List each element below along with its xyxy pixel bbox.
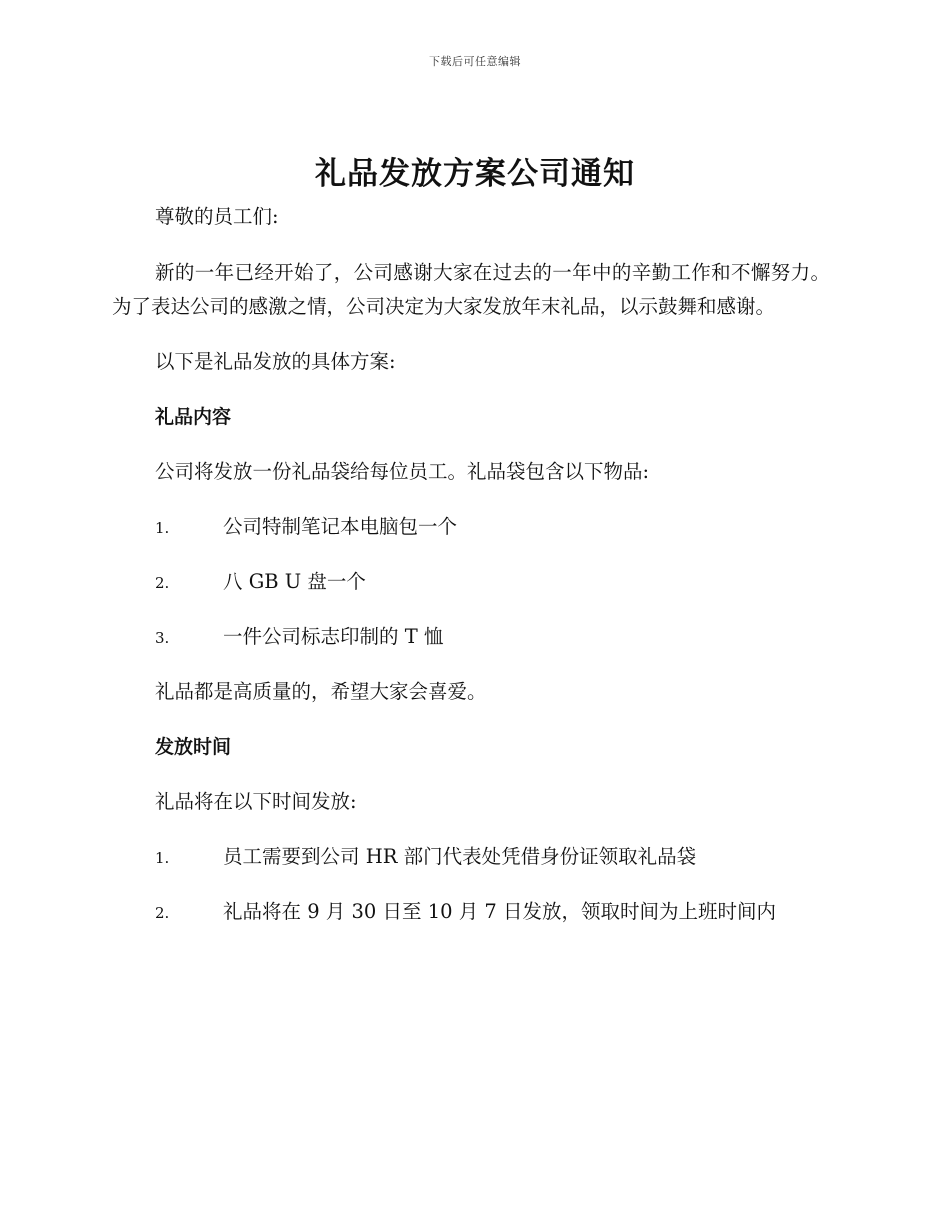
list-item: [112, 620, 830, 654]
section-heading-gift: 礼品内容: [155, 406, 232, 428]
list-number: 2.: [155, 574, 170, 592]
list-number: 1.: [155, 519, 170, 537]
plan-lead: 以下是礼品发放的具体方案:: [155, 350, 396, 373]
list-text: 公司特制笔记本电脑包一个: [223, 515, 458, 538]
list-item: [112, 840, 830, 874]
list-item: [112, 510, 830, 544]
greeting: 尊敬的员工们:: [155, 205, 279, 228]
document-body: [112, 200, 830, 950]
list-item: [112, 895, 830, 929]
list-text: 八 GB U 盘一个: [223, 570, 366, 593]
header-note: 下载后可任意编辑: [429, 55, 521, 68]
list-number: 2.: [155, 904, 170, 922]
list-text: 一件公司标志印制的 T 恤: [223, 625, 444, 648]
page-title: 礼品发放方案公司通知: [315, 156, 635, 192]
list-item: [112, 565, 830, 599]
list-number: 1.: [155, 849, 170, 867]
intro-paragraph: 新的一年已经开始了，公司感谢大家在过去的一年中的辛勤工作和不懈努力。为了表达公司的感激之情，公司决定为大家发放年末礼品，以示鼓舞和感谢。: [112, 261, 830, 318]
section-heading-time: 发放时间: [155, 736, 232, 758]
list-number: 3.: [155, 629, 170, 647]
list-text: 员工需要到公司 HR 部门代表处凭借身份证领取礼品袋: [223, 845, 697, 868]
time-lead: 礼品将在以下时间发放:: [155, 790, 357, 813]
list-text: 礼品将在 9 月 30 日至 10 月 7 日发放，领取时间为上班时间内: [223, 900, 777, 923]
gift-closing: 礼品都是高质量的，希望大家会喜爱。: [155, 680, 487, 703]
gift-lead: 公司将发放一份礼品袋给每位员工。礼品袋包含以下物品:: [155, 460, 650, 483]
